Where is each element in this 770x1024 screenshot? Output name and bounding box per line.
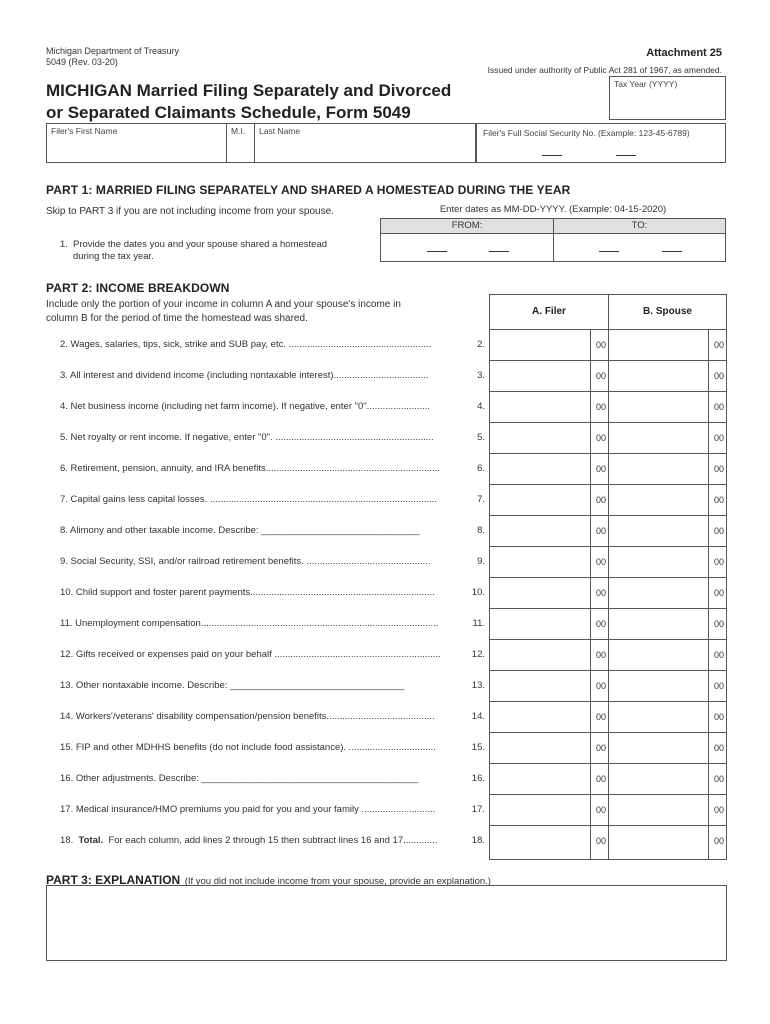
line-18-total-word: Total. <box>78 835 104 846</box>
income-line-16 <box>0 763 770 794</box>
line-3-cents-b: 00 <box>713 371 724 381</box>
from-dash-2 <box>489 251 509 252</box>
attachment-number: Attachment 25 <box>646 47 722 59</box>
line-3-label: 3. All interest and dividend income (including nontaxable interest).................................... <box>60 370 429 381</box>
department-name: Michigan Department of Treasury <box>46 46 180 56</box>
line-12-spouse-amount[interactable] <box>608 639 707 670</box>
line-15-number: 15. <box>471 742 485 753</box>
part2-intro-a: Include only the portion of your income in column A and your spouse's income in <box>46 299 401 310</box>
income-line-15 <box>0 732 770 763</box>
line-18-label: 18. Total. For each column, add lines 2 through 15 then subtract lines 16 and 17............. <box>60 835 438 846</box>
line-9-cents-b: 00 <box>713 557 724 567</box>
line-8-number: 8. <box>477 525 485 536</box>
line-13-number: 13. <box>471 680 485 691</box>
income-line-13 <box>0 670 770 701</box>
line-2-cents-a: 00 <box>595 340 606 350</box>
line-15-spouse-amount[interactable] <box>608 732 707 763</box>
line-3-cents-a: 00 <box>595 371 606 381</box>
line-5-filer-amount[interactable] <box>490 422 589 453</box>
part2-intro <box>46 298 401 326</box>
line-12-number: 12. <box>471 649 485 660</box>
line-6-cents-a: 00 <box>595 464 606 474</box>
line-11-spouse-amount[interactable] <box>608 608 707 639</box>
line-16-cents-b: 00 <box>713 774 724 784</box>
line-8-spouse-amount[interactable] <box>608 515 707 546</box>
line-14-filer-amount[interactable] <box>490 701 589 732</box>
from-header: FROM: <box>381 219 553 233</box>
line-5-number: 5. <box>477 432 485 443</box>
line-18-spouse-amount[interactable] <box>608 825 707 856</box>
first-name-label: Filer's First Name <box>51 126 118 136</box>
line1-number: 1. <box>60 239 68 250</box>
income-line-18-total <box>0 825 770 856</box>
form-title <box>46 80 451 124</box>
part1-heading: PART 1: MARRIED FILING SEPARATELY AND SHARED A HOMESTEAD DURING THE YEAR <box>46 183 571 197</box>
line-17-filer-amount[interactable] <box>490 794 589 825</box>
line-7-cents-b: 00 <box>713 495 724 505</box>
explanation-textarea[interactable] <box>46 885 727 961</box>
line-6-cents-b: 00 <box>713 464 724 474</box>
to-header: TO: <box>554 219 725 233</box>
line-2-spouse-amount[interactable] <box>608 329 707 360</box>
line-11-cents-a: 00 <box>595 619 606 629</box>
last-name-field[interactable] <box>254 123 476 163</box>
line-13-filer-amount[interactable] <box>490 670 589 701</box>
line-10-cents-a: 00 <box>595 588 606 598</box>
line-16-number: 16. <box>471 773 485 784</box>
line-16-spouse-amount[interactable] <box>608 763 707 794</box>
ssn-dash-2 <box>616 155 636 156</box>
middle-initial-label: M.I. <box>231 126 246 136</box>
line-6-number: 6. <box>477 463 485 474</box>
line-18-number: 18. <box>471 835 485 846</box>
line-8-cents-a: 00 <box>595 526 606 536</box>
part1-skip-instruction: Skip to PART 3 if you are not including income from your spouse. <box>46 206 334 217</box>
ssn-label: Filer's Full Social Security No. (Example: 123-45-6789) <box>483 128 690 138</box>
line-16-cents-a: 00 <box>595 774 606 784</box>
line-10-number: 10. <box>471 587 485 598</box>
income-line-2 <box>0 329 770 360</box>
line-3-filer-amount[interactable] <box>490 360 589 391</box>
line-11-label: 11. Unemployment compensation.......................................................................................... <box>60 618 439 629</box>
line-8-cents-b: 00 <box>713 526 724 536</box>
form-title-line2: or Separated Claimants Schedule, Form 5049 <box>46 103 411 122</box>
first-name-field[interactable] <box>46 123 227 163</box>
form-title-line1: MICHIGAN Married Filing Separately and Divorced <box>46 81 452 100</box>
line-14-number: 14. <box>471 711 485 722</box>
income-line-5 <box>0 422 770 453</box>
line-15-filer-amount[interactable] <box>490 732 589 763</box>
line-14-spouse-amount[interactable] <box>608 701 707 732</box>
line-11-cents-b: 00 <box>713 619 724 629</box>
line-5-cents-a: 00 <box>595 433 606 443</box>
line-15-cents-a: 00 <box>595 743 606 753</box>
line-2-label: 2. Wages, salaries, tips, sick, strike and SUB pay, etc. ...................................................... <box>60 339 432 350</box>
line-6-filer-amount[interactable] <box>490 453 589 484</box>
line-12-label: 12. Gifts received or expenses paid on your behalf ............................................................... <box>60 649 441 660</box>
line-3-number: 3. <box>477 370 485 381</box>
line-13-label: 13. Other nontaxable income. Describe: _________________________________ <box>60 680 405 691</box>
line-10-filer-amount[interactable] <box>490 577 589 608</box>
line1-text-b: during the tax year. <box>73 251 154 262</box>
line-9-number: 9. <box>477 556 485 567</box>
line-15-label: 15. FIP and other MDHHS benefits (do not include food assistance). ................................. <box>60 742 436 753</box>
from-dash-1 <box>427 251 447 252</box>
line-7-label: 7. Capital gains less capital losses. ...................................................................................... <box>60 494 437 505</box>
line-17-number: 17. <box>471 804 485 815</box>
part3-heading: PART 3: EXPLANATION <box>46 873 181 887</box>
income-line-17 <box>0 794 770 825</box>
line-4-cents-a: 00 <box>595 402 606 412</box>
line-15-cents-b: 00 <box>713 743 724 753</box>
line-13-spouse-amount[interactable] <box>608 670 707 701</box>
line-12-cents-a: 00 <box>595 650 606 660</box>
line-12-filer-amount[interactable] <box>490 639 589 670</box>
line-11-number: 11. <box>472 618 485 629</box>
tax-year-field[interactable] <box>609 76 726 120</box>
last-name-label: Last Name <box>259 126 301 136</box>
line-7-spouse-amount[interactable] <box>608 484 707 515</box>
line-5-spouse-amount[interactable] <box>608 422 707 453</box>
line-6-label: 6. Retirement, pension, annuity, and IRA benefits.................................................................. <box>60 463 440 474</box>
line-17-label: 17. Medical insurance/HMO premiums you paid for you and your family ............................ <box>60 804 436 815</box>
line-14-cents-b: 00 <box>713 712 724 722</box>
line-4-filer-amount[interactable] <box>490 391 589 422</box>
line-14-label: 14. Workers'/veterans' disability compensation/pension benefits......................................... <box>60 711 435 722</box>
line-18-cents-b: 00 <box>713 836 724 846</box>
line-13-cents-a: 00 <box>595 681 606 691</box>
income-line-3 <box>0 360 770 391</box>
income-line-10 <box>0 577 770 608</box>
line-9-filer-amount[interactable] <box>490 546 589 577</box>
form-revision: 5049 (Rev. 03-20) <box>46 57 118 67</box>
line-18-cents-a: 00 <box>595 836 606 846</box>
part2-intro-b: column B for the period of time the homestead was shared. <box>46 313 308 324</box>
income-line-14 <box>0 701 770 732</box>
line-9-label: 9. Social Security, SSI, and/or railroad retirement benefits. ............................................... <box>60 556 431 567</box>
line-13-cents-b: 00 <box>713 681 724 691</box>
line-5-label: 5. Net royalty or rent income. If negative, enter "0". ............................................................ <box>60 432 434 443</box>
tax-year-label: Tax Year (YYYY) <box>614 79 678 89</box>
line-2-filer-amount[interactable] <box>490 329 589 360</box>
line-4-spouse-amount[interactable] <box>608 391 707 422</box>
line-10-cents-b: 00 <box>713 588 724 598</box>
line-6-spouse-amount[interactable] <box>608 453 707 484</box>
authority-statement: Issued under authority of Public Act 281 of 1967, as amended. <box>487 65 722 75</box>
line-16-label: 16. Other adjustments. Describe: _________________________________________ <box>60 773 419 784</box>
line-11-filer-amount[interactable] <box>490 608 589 639</box>
to-dash-1 <box>599 251 619 252</box>
income-line-7 <box>0 484 770 515</box>
income-line-8 <box>0 515 770 546</box>
line-7-cents-a: 00 <box>595 495 606 505</box>
income-line-4 <box>0 391 770 422</box>
to-dash-2 <box>662 251 682 252</box>
to-date-field[interactable] <box>554 234 725 261</box>
column-a-header: A. Filer <box>532 306 566 317</box>
line-5-cents-b: 00 <box>713 433 724 443</box>
line-2-number: 2. <box>477 339 485 350</box>
line-3-spouse-amount[interactable] <box>608 360 707 391</box>
line-8-filer-amount[interactable] <box>490 515 589 546</box>
line1-text-a: Provide the dates you and your spouse shared a homestead <box>73 239 328 250</box>
line-4-number: 4. <box>477 401 485 412</box>
shared-homestead-dates <box>380 218 726 262</box>
line-17-cents-b: 00 <box>713 805 724 815</box>
part3-note: (If you did not include income from your spouse, provide an explanation.) <box>184 876 491 887</box>
ssn-field[interactable] <box>476 123 726 163</box>
line-7-filer-amount[interactable] <box>490 484 589 515</box>
line-2-cents-b: 00 <box>713 340 724 350</box>
part2-heading: PART 2: INCOME BREAKDOWN <box>46 281 230 295</box>
line-17-spouse-amount[interactable] <box>608 794 707 825</box>
income-line-11 <box>0 608 770 639</box>
line-8-label: 8. Alimony and other taxable income. Describe: ______________________________ <box>60 525 420 536</box>
column-b-header: B. Spouse <box>643 306 692 317</box>
line-7-number: 7. <box>477 494 485 505</box>
line-9-spouse-amount[interactable] <box>608 546 707 577</box>
from-date-field[interactable] <box>381 234 553 261</box>
line-4-label: 4. Net business income (including net farm income). If negative, enter "0"........................ <box>60 401 431 412</box>
line-16-filer-amount[interactable] <box>490 763 589 794</box>
line-17-cents-a: 00 <box>595 805 606 815</box>
line-10-label: 10. Child support and foster parent payments...................................................................... <box>60 587 435 598</box>
date-format-instruction: Enter dates as MM-DD-YYYY. (Example: 04-15-2020) <box>439 204 667 215</box>
middle-initial-field[interactable] <box>226 123 255 163</box>
line-18-filer-amount[interactable] <box>490 825 589 856</box>
line-18-text: For each column, add lines 2 through 15 then subtract lines 16 and 17............. <box>108 835 438 846</box>
line-4-cents-b: 00 <box>713 402 724 412</box>
income-line-12 <box>0 639 770 670</box>
line-14-cents-a: 00 <box>595 712 606 722</box>
line-9-cents-a: 00 <box>595 557 606 567</box>
income-line-9 <box>0 546 770 577</box>
line-10-spouse-amount[interactable] <box>608 577 707 608</box>
ssn-dash-1 <box>542 155 562 156</box>
income-line-6 <box>0 453 770 484</box>
line-12-cents-b: 00 <box>713 650 724 660</box>
